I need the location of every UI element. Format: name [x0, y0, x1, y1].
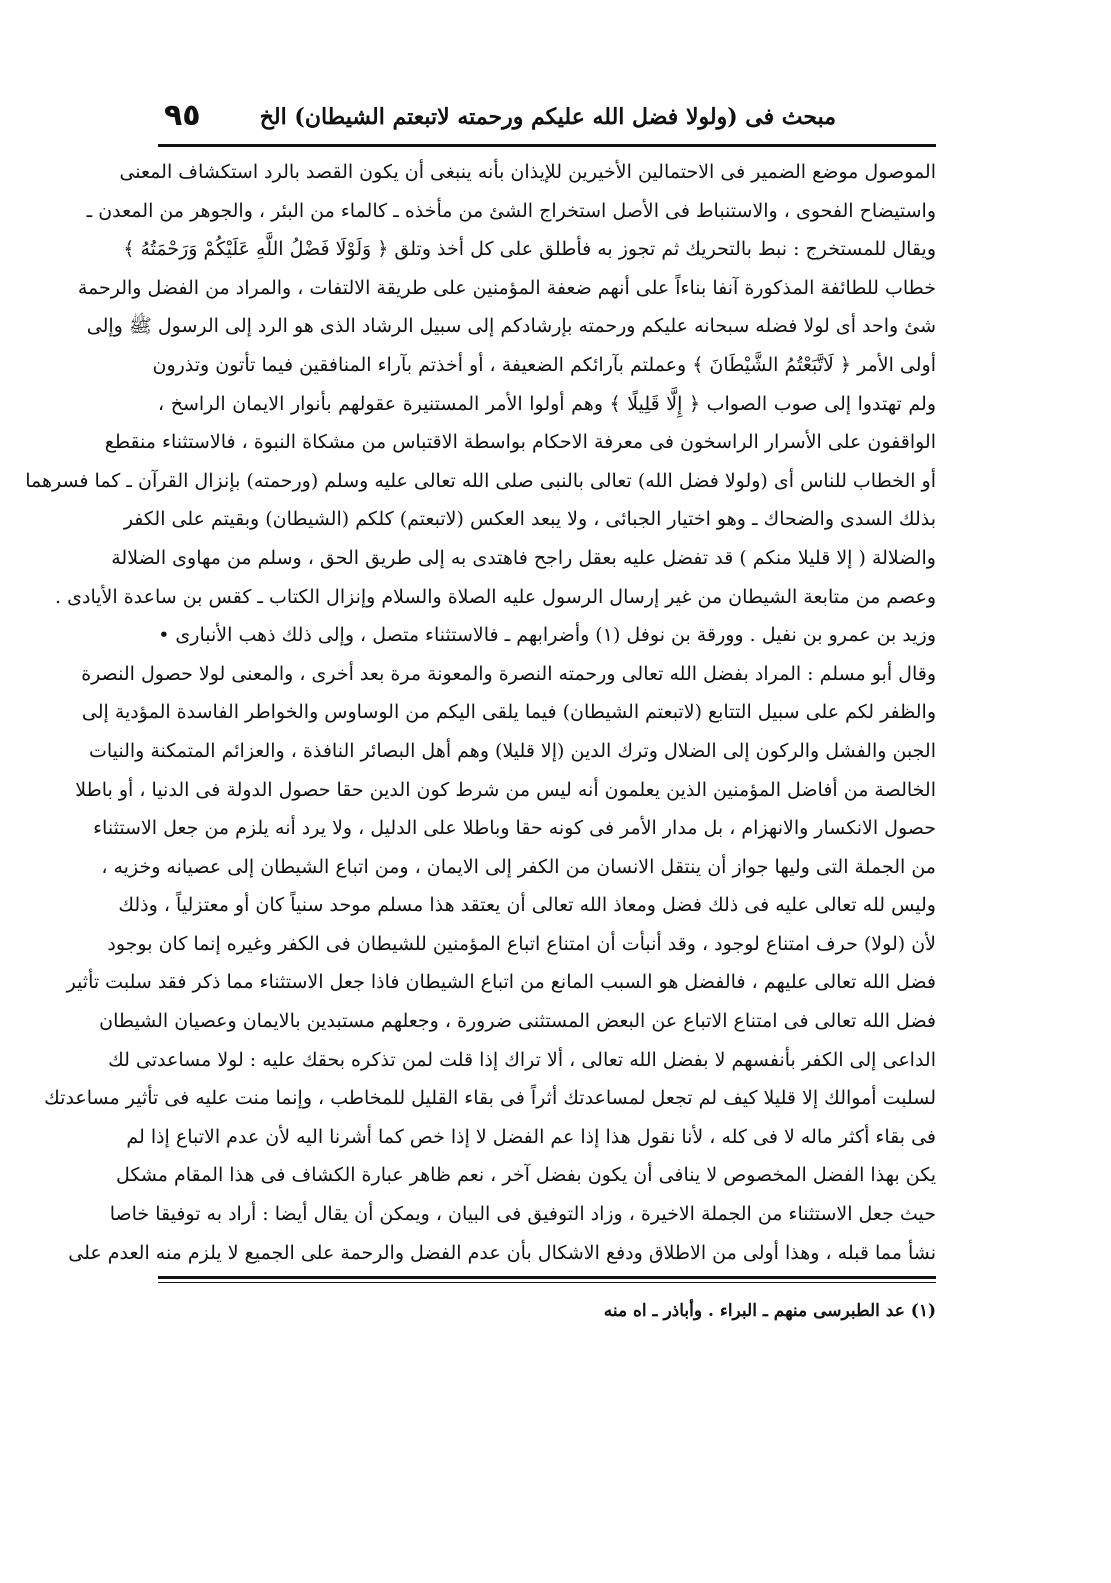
text-line: وعصم من متابعة الشيطان من غير إرسال الرسول عليه الصلاة والسلام وإنزال الكتاب ـ كقس بن ساعدة الأيادى .	[55, 585, 936, 608]
text-line: بذلك السدى والضحاك ـ وهو اختيار الجبائى ، ولا يبعد العكس (لاتبعتم) كلكم (الشيطان) وبقيتم على الكفر	[123, 508, 936, 531]
text-line: والظفر لكم على سبيل التتابع (لاتبعتم الشيطان) فيما يلقى اليكم من الوساوس والخواطر الفاسدة المؤدية إلى	[81, 701, 936, 724]
text-line: أولى الأمر ﴿ لَاتَّبَعْتُمُ الشَّيْطَانَ ﴾ وعملتم بآرائكم الضعيفة ، أو أخذتم بآراء المنافقين فيما تأتون وتذرون	[152, 353, 936, 376]
text-line: الخالصة من أفاضل المؤمنين الذين يعلمون أنه ليس من شرط كون الدين حقا حصول الدولة فى الدنيا ، أو باطلا	[75, 778, 936, 801]
text-line: وقال أبو مسلم : المراد بفضل الله تعالى ورحمته النصرة والمعونة مرة بعد أخرى ، والمعنى لولا حصول النصرة	[81, 662, 936, 685]
footnote: (١) عد الطبرسى منهم ـ البراء . وأباذر ـ اه منه	[603, 1301, 936, 1322]
page-header	[158, 96, 936, 144]
text-line: أو الخطاب للناس أى (ولولا فضل الله) تعالى بالنبى صلى الله تعالى عليه وسلم (ورحمته) بإنزال القرآن ـ كما فسرهما	[25, 469, 936, 492]
text-line: واستيضاح الفحوى ، والاستنباط فى الأصل استخراج الشئ من مأخذه ـ كالماء من البئر ، والجوهر من المعدن ـ	[86, 199, 936, 222]
page-number: ٩٥	[164, 98, 201, 133]
main-text	[25, 147, 936, 1272]
text-line: والضلالة ( إلا قليلا منكم ) قد تفضل عليه بعقل راجح فاهتدى به إلى طريق الحق ، وسلم من مهاوى الضلالة	[111, 546, 936, 569]
text-line: لسلبت أموالك إلا قليلا كيف لم تجعل لمساعدتك أثراً فى بقاء القليل للمخاطب ، وإنما منت عليه فى تأثير مساعدتك	[44, 1087, 936, 1110]
text-line: شئ واحد أى لولا فضله سبحانه عليكم ورحمته بإرشادكم إلى سبيل الرشاد الذى هو الرد إلى الرسول ﷺ وإلى	[86, 315, 936, 338]
text-line: ويقال للمستخرج : نبط بالتحريك ثم تجوز به فأطلق على كل أخذ وتلق ﴿ وَلَوْلَا فَضْلُ اللَّهِ عَلَيْكُمْ وَرَحْمَتُهُ ﴾	[123, 238, 936, 261]
text-line: لأن (لولا) حرف امتناع لوجود ، وقد أنبأت أن امتناع اتباع المؤمنين للشيطان فى الكفر وغيره إنما كان بوجود	[107, 932, 936, 955]
footnote-rule	[158, 1276, 936, 1283]
text-line: من الجملة التى وليها جواز أن ينتقل الانسان من الكفر إلى الايمان ، ومن اتباع الشيطان إلى عصيانه وخزيه ،	[101, 855, 936, 878]
text-line: الموصول موضع الضمير فى الاحتمالين الأخيرين للإيذان بأنه ينبغى أن يكون القصد بالرد استكشاف المعنى	[119, 161, 936, 183]
text-line: الداعى إلى الكفر بأنفسهم لا بفضل الله تعالى ، ألا تراك إذا قلت لمن تذكره بحقك عليه : لولا مساعدتى لك	[108, 1048, 936, 1071]
text-line: فضل الله تعالى فى امتناع الاتباع عن البعض المستثنى ضرورة ، وجعلهم مستبدين بالايمان وعصيان الشيطان	[99, 1010, 936, 1033]
running-title: مبحث فى (ولولا فضل الله عليكم ورحمته لاتبعتم الشيطان) الخ	[259, 104, 836, 130]
text-line: يكن بهذا الفضل المخصوص لا ينافى أن يكون بفضل آخر ، نعم ظاهر عبارة الكشاف فى هذا المقام مشكل	[115, 1164, 936, 1187]
text-line: الواقفون على الأسرار الراسخون فى معرفة الاحكام بواسطة الاقتباس من مشكاة النبوة ، فالاستثناء منقطع	[104, 431, 936, 454]
text-line: ولم تهتدوا إلى صوب الصواب ﴿ إِلَّا قَلِيلًا ﴾ وهم أولوا الأمر المستنيرة عقولهم بأنوار الايمان الراسخ ،	[158, 392, 936, 415]
text-line: حيث جعل الاستثناء من الجملة الاخيرة ، وزاد التوفيق فى البيان ، ويمكن أن يقال أيضا : أراد به توفيقا خاصا	[109, 1203, 936, 1226]
text-line: حصول الانكسار والانهزام ، بل مدار الأمر فى كونه حقا وباطلا على الدليل ، ولا يرد أنه يلزم من جعل الاستثناء	[93, 817, 936, 840]
text-line: الجبن والفشل والركون إلى الضلال وترك الدين (إلا قليلا) وهم أهل البصائر النافذة ، والعزائم المتمكنة والنيات	[88, 739, 936, 762]
text-line: نشأ مما قبله ، وهذا أولى من الاطلاق ودفع الاشكال بأن عدم الفضل والرحمة على الجميع لا يلزم منه العدم على	[68, 1241, 936, 1264]
text-line: فضل الله تعالى عليهم ، فالفضل هو السبب المانع من اتباع الشيطان فاذا جعل الاستثناء مما ذكر فقد سلبت تأثير	[66, 971, 936, 994]
book-page	[25, 96, 936, 1476]
text-line: وزيد بن عمرو بن نفيل . وورقة بن نوفل (١) وأضرابهم ـ فالاستثناء متصل ، وإلى ذلك ذهب الأنبارى •	[158, 624, 936, 647]
text-line: فى بقاء أكثر ماله لا فى كله ، لأنا نقول هذا إذا عم الفضل لا إذا خص كما أشرنا اليه لأن عدم الاتباع إذا لم	[126, 1125, 936, 1148]
text-line: خطاب للطائفة المذكورة آنفا بناءاً على أنهم ضعفة المؤمنين على طريقة الالتفات ، والمراد من الفضل والرحمة	[77, 276, 936, 299]
text-line: وليس لله تعالى عليه فى ذلك فضل ومعاذ الله تعالى أن يعتقد هذا مسلم موحد سنياً كان أو معتزلياً ، وذلك	[118, 894, 936, 917]
